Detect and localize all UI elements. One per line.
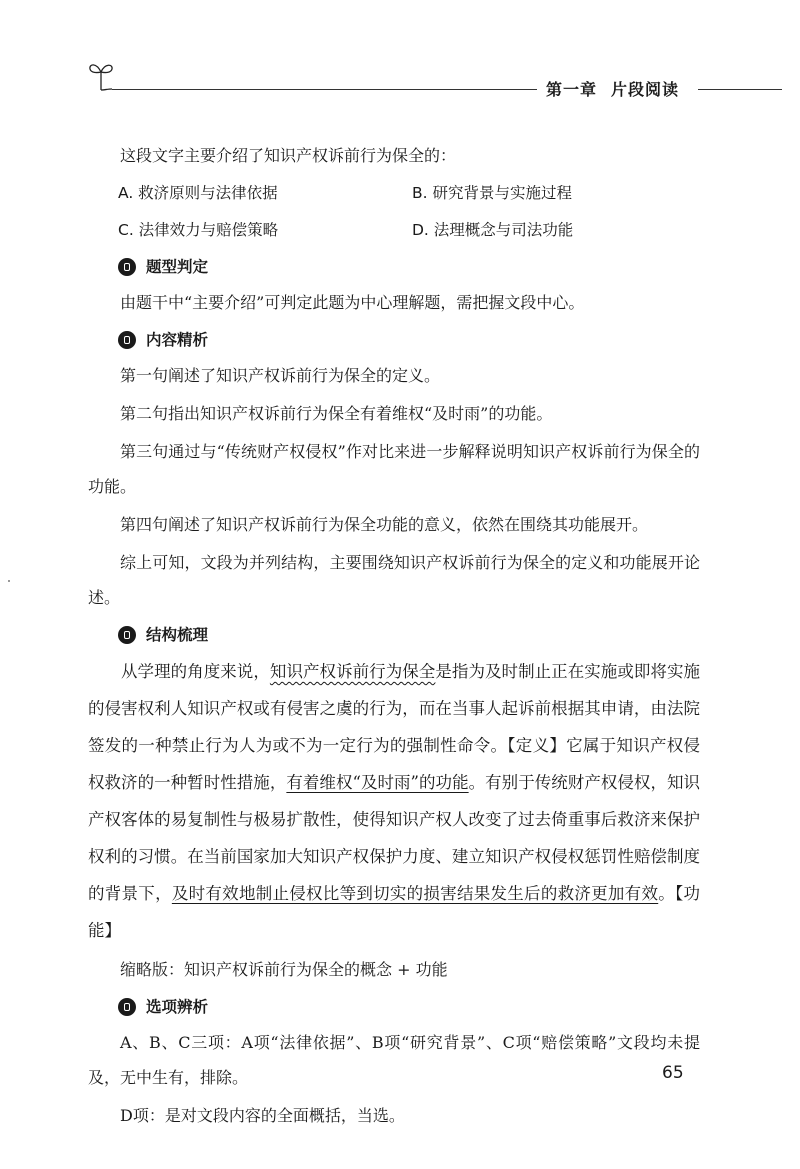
definition-tag: 【定义】: [507, 736, 567, 755]
page-header: [0, 0, 800, 110]
section-heading-analysis: [88, 323, 700, 357]
analysis-line-5: 综上可知，文段为并列结构，主要围绕知识产权诉前行为保全的定义和功能展开论述。: [88, 553, 700, 607]
chapter-title: 片段阅读: [611, 80, 680, 99]
passage-underline-function: 有着维权“及时雨”的功能: [286, 773, 469, 792]
passage-underline-effect: 及时有效地制止侵权比等到切实的损害结果发生后的救济更加有效: [171, 884, 659, 903]
passage-text-5: 。: [658, 884, 675, 903]
sprout-icon: [88, 58, 114, 92]
section-bullet-icon: [118, 258, 136, 276]
analysis-line-2: 第二句指出知识产权诉前行为保全有着维权“及时雨”的功能。: [120, 404, 553, 423]
analysis-line-3: 第三句通过与“传统财产权侵权”作对比来进一步解释说明知识产权诉前行为保全的功能。: [88, 442, 700, 496]
analysis-line-4: 第四句阐述了知识产权诉前行为保全功能的意义，依然在围绕其功能展开。: [120, 515, 649, 534]
option-c: C. 法律效力与赔偿策略: [118, 221, 279, 239]
section-heading-options: [88, 990, 700, 1024]
header-rule-right: [698, 89, 782, 90]
section-bullet-icon: [118, 626, 136, 644]
question-stem: 这段文字主要介绍了知识产权诉前行为保全的：: [120, 146, 457, 165]
page-content: [88, 138, 700, 1136]
option-a: A. 救济原则与法律依据: [118, 184, 278, 202]
option-d: D. 法理概念与司法功能: [412, 221, 574, 239]
section-title: 结构梳理: [146, 626, 209, 644]
function-tag: 【功能】: [88, 884, 701, 940]
analysis-line-1: 第一句阐述了知识产权诉前行为保全的定义。: [120, 366, 441, 385]
option-b: B. 研究背景与实施过程: [412, 184, 572, 202]
structure-passage: [88, 653, 700, 949]
options-row-1: [88, 176, 700, 211]
section-title: 题型判定: [146, 258, 209, 276]
passage-text-3: 它属于知识产权侵权救济的一种暂时性措施，: [88, 736, 701, 792]
passage-underline-subject: 知识产权诉前行为保全: [269, 662, 436, 681]
chapter-heading: [546, 77, 679, 100]
header-rule-left: [112, 89, 537, 90]
section-bullet-icon: [118, 331, 136, 349]
structure-summary: 缩略版：知识产权诉前行为保全的概念 + 功能: [120, 960, 448, 979]
type-text: 由题干中“主要介绍”可判定此题为中心理解题，需把握文段中心。: [120, 293, 585, 312]
options-analysis-abc: A、B、C三项：A项“法律依据”、B项“研究背景”、C项“赔偿策略”文段均未提及，无中生有，排除。: [88, 1033, 700, 1087]
options-row-2: [88, 213, 700, 248]
options-analysis-d: D项：是对文段内容的全面概括，当选。: [120, 1106, 405, 1125]
section-title: 选项辨析: [146, 998, 209, 1016]
section-heading-structure: [88, 618, 700, 652]
chapter-label: 第一章: [546, 80, 598, 99]
section-title: 内容精析: [146, 331, 209, 349]
section-bullet-icon: [118, 998, 136, 1016]
section-heading-type: [88, 250, 700, 284]
page-number: 65: [662, 1063, 684, 1083]
scan-speck: [8, 580, 10, 582]
passage-text-1: 从学理的角度来说，: [121, 662, 270, 681]
passage-text-4: 。有别于传统财产权侵权，知识产权客体的易复制性与极易扩散性，使得知识产权人改变了过去倚重事后救济来保护权利的习惯。在当前国家加大知识产权保护力度、建立知识产权侵权惩罚性赔偿制度的背景下，: [88, 773, 701, 903]
passage-text-2: 是指为及时制止正在实施或即将实施的侵害权利人知识产权或有侵害之虞的行为，而在当事人起诉前根据其申请，由法院签发的一种禁止行为人为或不为一定行为的强制性命令。: [88, 662, 701, 755]
